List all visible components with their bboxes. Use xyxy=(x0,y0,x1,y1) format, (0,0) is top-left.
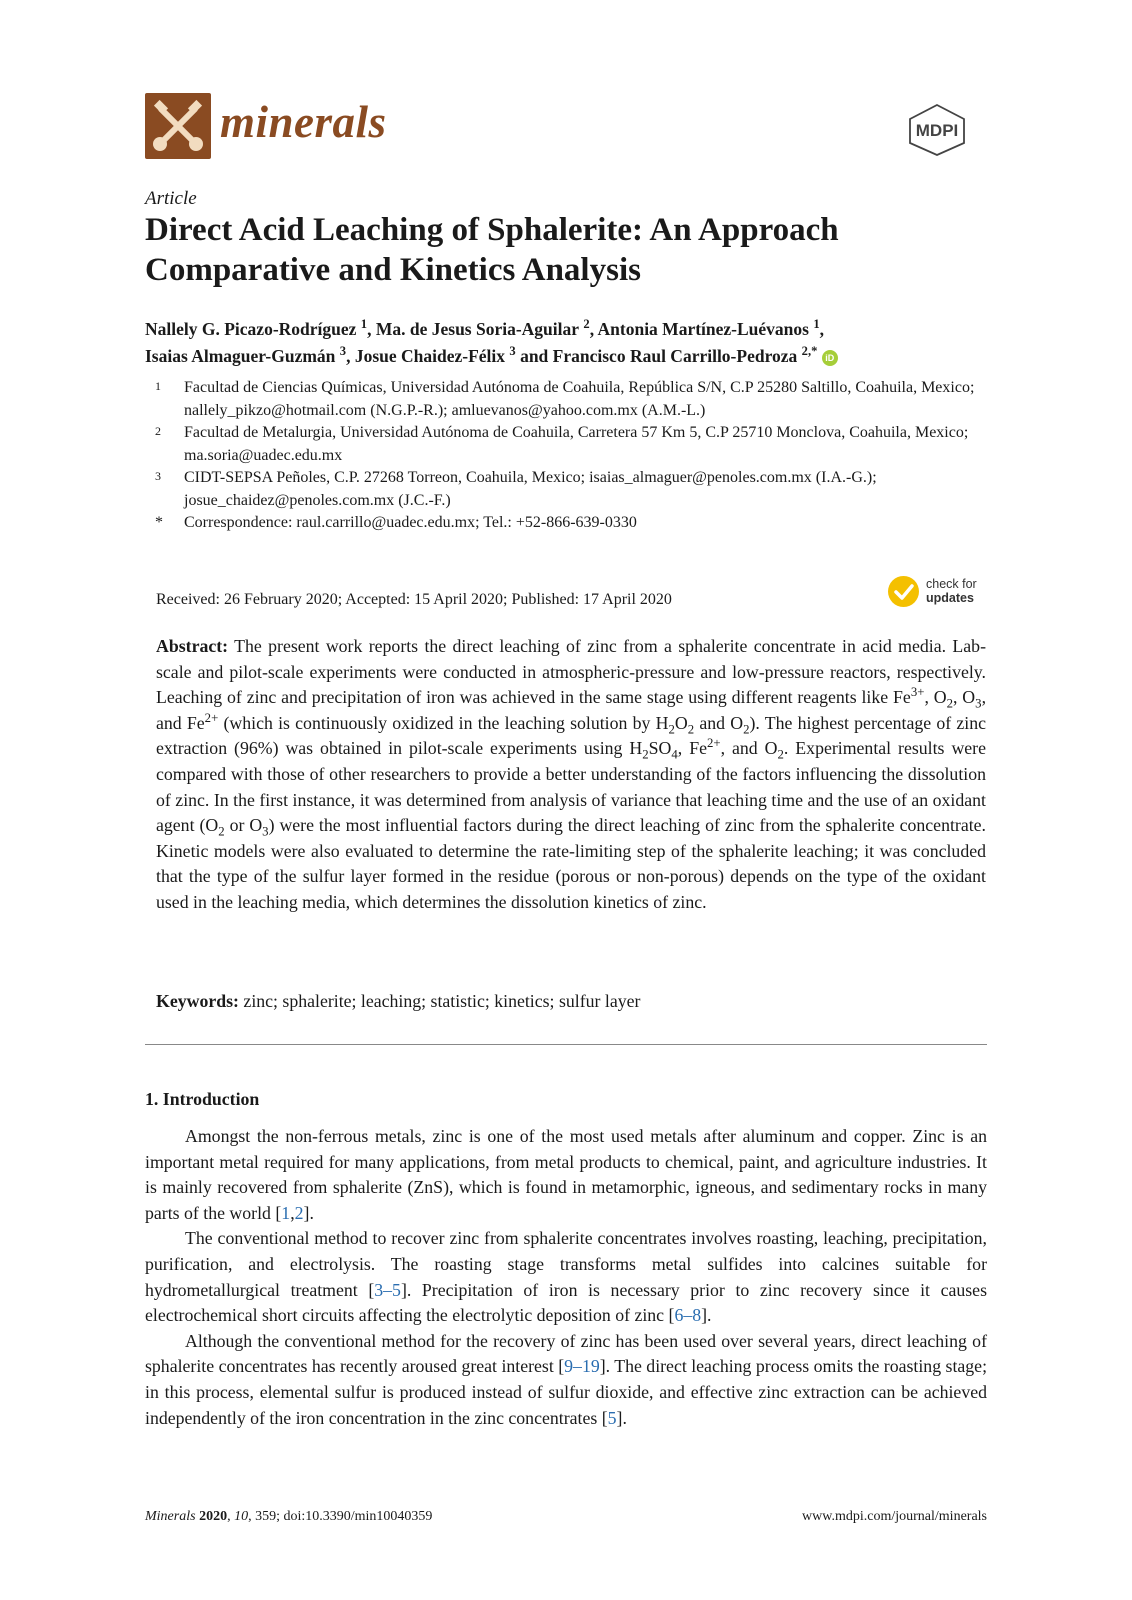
author-affiliation-mark: 3 xyxy=(339,344,347,359)
publication-dates: Received: 26 February 2020; Accepted: 15 April 2020; Published: 17 April 2020 xyxy=(156,591,672,608)
affiliation-item xyxy=(155,512,1005,535)
article-type: Article xyxy=(145,188,197,209)
check-updates-line2: updates xyxy=(926,591,974,605)
journal-logo-icon xyxy=(145,93,211,159)
paragraph: The conventional method to recover zinc from sphalerite concentrates involves roasting, leaching, precipitation, purification, and electrolysis. The roasting stage transforms metal sulfides into calcines suitable for hydrometallurgical treatment [3–5]. Precipitation of iron is necessary prior to zinc recovery since it causes electrochemical short circuits affecting the electrolytic deposition of zinc [6–8]. xyxy=(145,1228,987,1326)
paragraph: Although the conventional method for the recovery of zinc has been used over several years, direct leaching of sphalerite concentrates has recently aroused great interest [9–19]. The direct leaching process omits the roasting stage; in this process, elemental sulfur is produced instead of sulfur dioxide, and effective zinc extraction can be achieved independently of the iron concentration in the zinc concentrates [5]. xyxy=(145,1330,988,1428)
article-title: Direct Acid Leaching of Sphalerite: An Approach Comparative and Kinetics Analysis xyxy=(145,212,839,288)
citation-link[interactable]: 1 xyxy=(281,1202,291,1223)
check-updates-line1: check for xyxy=(926,577,977,591)
footer-doi: , 359; doi:10.3390/min10040359 xyxy=(248,1509,433,1524)
orcid-icon[interactable]: iD xyxy=(822,350,838,366)
footer-citation: Minerals 2020, 10, 359; doi:10.3390/min10040359 xyxy=(145,1509,433,1524)
citation-link[interactable]: 9–19 xyxy=(564,1356,600,1377)
affiliation-text: CIDT-SEPSA Peñoles, C.P. 27268 Torreon, Coahuila, Mexico; isaias_almaguer@penoles.com.mx (I.A.-G.); josue_chaidez@penoles.com.mx (J.C.-F.) xyxy=(184,469,877,509)
check-for-updates-button[interactable] xyxy=(888,576,988,610)
paragraph: Amongst the non-ferrous metals, zinc is one of the most used metals after aluminum and copper. Zinc is an important metal required for many applications, from metal products to chemical, paint, and agriculture industries. It is mainly recovered from sphalerite (ZnS), which is found in metamorphic, igneous, and sedimentary rocks in many parts of the world [1,2]. xyxy=(145,1126,987,1223)
introduction-body xyxy=(145,1124,987,1431)
affiliation-item xyxy=(155,467,1005,512)
affiliation-mark: * xyxy=(155,514,163,531)
section-heading: 1. Introduction xyxy=(145,1089,260,1109)
author-name: Francisco Raul Carrillo-Pedroza xyxy=(552,346,798,366)
author-affiliation-mark: 1 xyxy=(813,317,820,332)
footer-volume: 10 xyxy=(234,1509,249,1524)
abstract-label: Abstract: xyxy=(156,636,229,656)
keywords-list: zinc; sphalerite; leaching; statistic; kinetics; sulfur layer xyxy=(243,991,641,1011)
affiliation-mark: 1 xyxy=(155,379,161,393)
author-name: Antonia Martínez-Luévanos xyxy=(597,319,809,339)
author-name: Nallely G. Picazo-Rodríguez xyxy=(145,319,357,339)
author-list: Nallely G. Picazo-Rodríguez $^1$, Ma. de Jesus Soria-Aguilar $^2$, Antonia Martínez-Luévanos $^1$, Isaias Almaguer-Guzmán $^3$, Josue Chaidez-Félix $^3$ and Francisco Raul Carrillo-Pedroza $^{2,*}$ iD xyxy=(145,316,1005,370)
correspondence-text: Correspondence: raul.carrillo@uadec.edu.mx; Tel.: +52-866-639-0330 xyxy=(184,514,637,531)
publisher-logo-icon xyxy=(906,103,968,162)
journal-url-link[interactable]: www.mdpi.com/journal/minerals xyxy=(802,1509,987,1524)
author-affiliation-mark: 2,* xyxy=(801,344,818,359)
affiliation-text: Facultad de Ciencias Químicas, Universidad Autónoma de Coahuila, República S/N, C.P 25280 Saltillo, Coahuila, Mexico; nallely_pikzo@hotmail.com (N.G.P.-R.); amluevanos@yahoo.com.mx (A.M.-L.) xyxy=(184,379,975,419)
affiliations xyxy=(155,377,1005,535)
citation-link[interactable]: 6–8 xyxy=(674,1305,702,1326)
citation-link[interactable]: 3–5 xyxy=(374,1279,401,1300)
affiliation-item xyxy=(155,422,1005,467)
author-affiliation-mark: 1 xyxy=(360,317,368,332)
affiliation-mark: 2 xyxy=(155,424,161,438)
section-divider xyxy=(145,1044,987,1045)
author-name: Josue Chaidez-Félix xyxy=(354,346,506,366)
journal-name: minerals xyxy=(220,97,387,147)
footer-year: 2020 xyxy=(199,1509,228,1524)
keywords-label: Keywords: xyxy=(156,991,239,1011)
publisher-name: MDPI xyxy=(915,121,959,140)
author-name: Isaias Almaguer-Guzmán xyxy=(145,346,336,366)
author-affiliation-mark: 3 xyxy=(509,344,516,359)
keywords xyxy=(156,991,986,1012)
abstract: Abstract: The present work reports the direct leaching of zinc from a sphalerite concentrate in acid media. Lab-scale and pilot-scale experiments were conducted in atmospheric-pressure and low-pressure reactors, respectively. Leaching of zinc and precipitation of iron was achieved in the same stage using different reagents like $Fe^{3+}$, $O_2$, $O_3$, and $Fe^{2+}$ (which is continuously oxidized in the leaching solution by $H_2O_2$ and $O_2$). The highest percentage of zinc extraction (96%) was obtained in pilot-scale experiments using $H_2SO_4$, $Fe^{2+}$, and $O_2$. Experimental results were compared with those of other researchers to provide a better understanding of the factors influencing the dissolution of zinc. In the first instance, it was determined from analysis of variance that leaching time and the use of an oxidant agent ($O_2$ or $O_3$) were the most influential factors during the direct leaching of zinc from the sphalerite concentrate. Kinetic models were also evaluated to determine the rate-limiting step of the sphalerite leaching; it was concluded that the type of the sulfur layer formed in the residue (porous or non-porous) depends on the type of the oxidant used in the leaching media, which determines the dissolution kinetics of zinc. xyxy=(156,636,987,912)
citation-link[interactable]: 5 xyxy=(607,1407,617,1428)
affiliation-text: Facultad de Metalurgia, Universidad Autónoma de Coahuila, Carretera 57 Km 5, C.P 25710 Monclova, Coahuila, Mexico; ma.soria@uadec.edu.mx xyxy=(184,424,969,464)
checkmark-icon xyxy=(888,576,919,607)
citation-link[interactable]: 2 xyxy=(294,1202,304,1223)
affiliation-item xyxy=(155,377,1005,422)
author-affiliation-mark: 2 xyxy=(583,317,590,332)
affiliation-mark: 3 xyxy=(155,469,161,483)
author-name: Ma. de Jesus Soria-Aguilar xyxy=(375,319,580,339)
footer-journal: Minerals xyxy=(145,1509,196,1524)
